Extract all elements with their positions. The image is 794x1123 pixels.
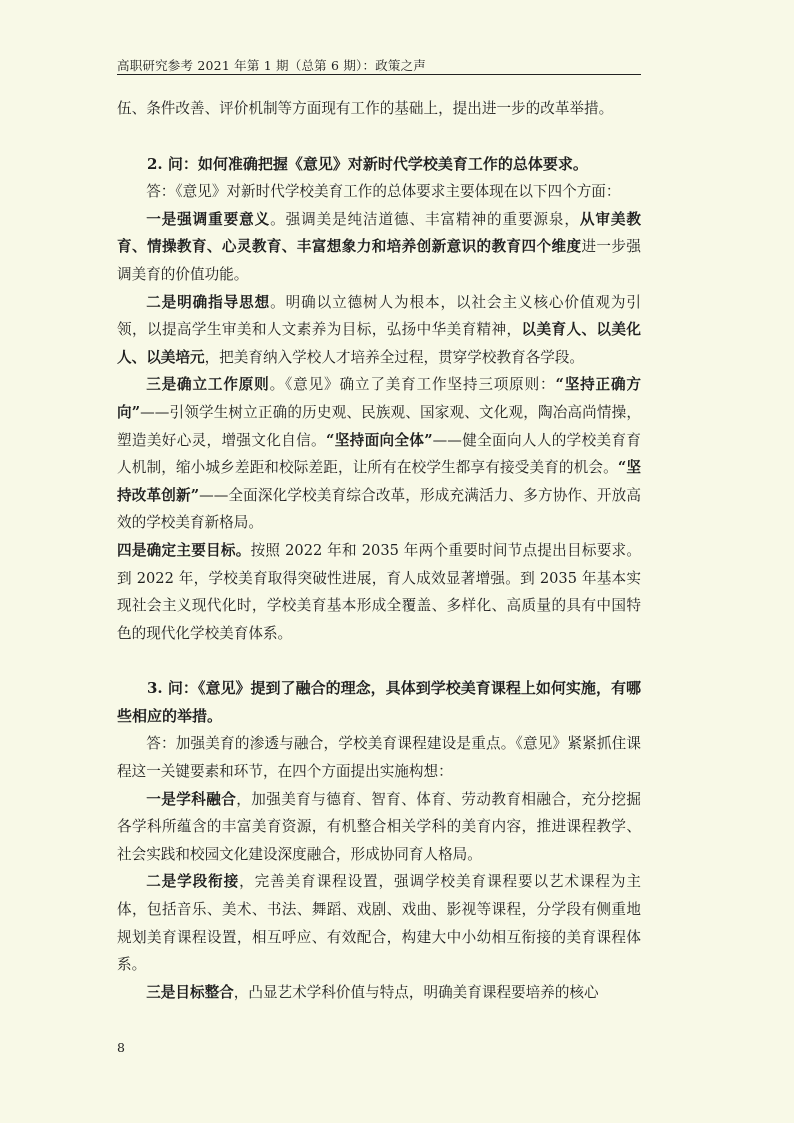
page-number: 8 xyxy=(117,1040,125,1055)
measure-3: 三是目标整合，凸显艺术学科价值与特点，明确美育课程要培养的核心 xyxy=(146,983,599,1001)
measure-3-lead: 三是目标整合 xyxy=(146,983,234,1001)
principle-3: “坚持改革创新” xyxy=(117,459,641,504)
requirement-3: 三是确立工作原则。《意见》确立了美育工作坚持三项原则：“坚持正确方向”——引领学生树立正确的历史观、民族观、国家观、文化观，陶冶高尚情操，塑造美好心灵，增强文化自信。“坚持面向全体”——健全面向人人的学校美育育人机制，缩小城乡差距和校际差距，让所有在校学生都享有接受美育的机会。“坚持改革创新”——全面深化学校美育综合改革，形成充满活力、多方协作、开放高效的学校美育新格局。 xyxy=(117,376,642,532)
requirement-4-lead: 四是确定主要目标。 xyxy=(117,541,251,559)
measure-1: 一是学科融合，加强美育与德育、智育、体育、劳动教育相融合，充分挖掘各学科所蕴含的丰富美育资源，有机整合相关学科的美育内容，推进课程教学、社会实践和校园文化建设深度融合，形成协同育人格局。 xyxy=(117,790,641,863)
measure-2-lead: 二是学段衔接 xyxy=(146,873,240,891)
principle-2: “坚持面向全体” xyxy=(325,431,433,449)
requirement-1-lead: 一是强调重要意义 xyxy=(146,210,271,228)
running-header: 高职研究参考 2021 年第 1 期（总第 6 期）：政策之声 xyxy=(117,58,427,73)
measure-2: 二是学段衔接，完善美育课程设置，强调学校美育课程要以艺术课程为主体，包括音乐、美术、书法、舞蹈、戏剧、戏曲、影视等课程，分学段有侧重地规划美育课程设置，相互呼应、有效配合，构建大中小幼相互衔接的美育课程体系。 xyxy=(117,873,641,974)
requirement-2-bold: 以美育人、以美化人、以美培元 xyxy=(117,321,641,366)
requirement-2-lead: 二是明确指导思想 xyxy=(146,293,271,311)
requirement-1-bold: 从审美教育、情操教育、心灵教育、丰富想象力和培养创新意识的教育四个维度 xyxy=(117,210,641,256)
header-rule xyxy=(117,74,641,75)
requirement-2: 二是明确指导思想。明确以立德树人为根本，以社会主义核心价值观为引领，以提高学生审美和人文素养为目标，弘扬中华美育精神，以美育人、以美化人、以美培元，把美育纳入学校人才培养全过程，贯穿学校教育各学段。 xyxy=(117,293,641,366)
question-2: 2. 问：如何准确把握《意见》对新时代学校美育工作的总体要求。 xyxy=(147,154,588,173)
body-text xyxy=(117,95,641,1006)
measure-1-lead: 一是学科融合 xyxy=(146,790,237,808)
requirement-3-lead: 三是确立工作原则 xyxy=(146,376,270,394)
requirement-1: 一是强调重要意义。强调美是纯洁道德、丰富精神的重要源泉，从审美教育、情操教育、心灵教育、丰富想象力和培养创新意识的教育四个维度进一步强调美育的价值功能。 xyxy=(117,210,641,283)
principle-1: “坚持正确方向” xyxy=(117,376,642,421)
paragraph-continuation: 伍、条件改善、评价机制等方面现有工作的基础上，提出进一步的改革举措。 xyxy=(117,100,614,117)
requirement-4: 四是确定主要目标。按照 2022 年和 2035 年两个重要时间节点提出目标要求。到 2022 年，学校美育取得突破性进展，育人成效显著增强。到 2035 年基本实现社会主义现代化时，学校美育基本形成全覆盖、多样化、高质量的具有中国特色的现代化学校美育体系。 xyxy=(117,541,641,642)
answer-2-intro: 答：《意见》对新时代学校美育工作的总体要求主要体现在以下四个方面： xyxy=(146,183,621,201)
answer-3-intro: 答：加强美育的渗透与融合，学校美育课程建设是重点。《意见》紧紧抓住课程这一关键要素和环节，在四个方面提出实施构想： xyxy=(117,735,641,781)
question-3: 3. 问：《意见》提到了融合的理念，具体到学校美育课程上如何实施，有哪些相应的举措。 xyxy=(117,679,641,725)
